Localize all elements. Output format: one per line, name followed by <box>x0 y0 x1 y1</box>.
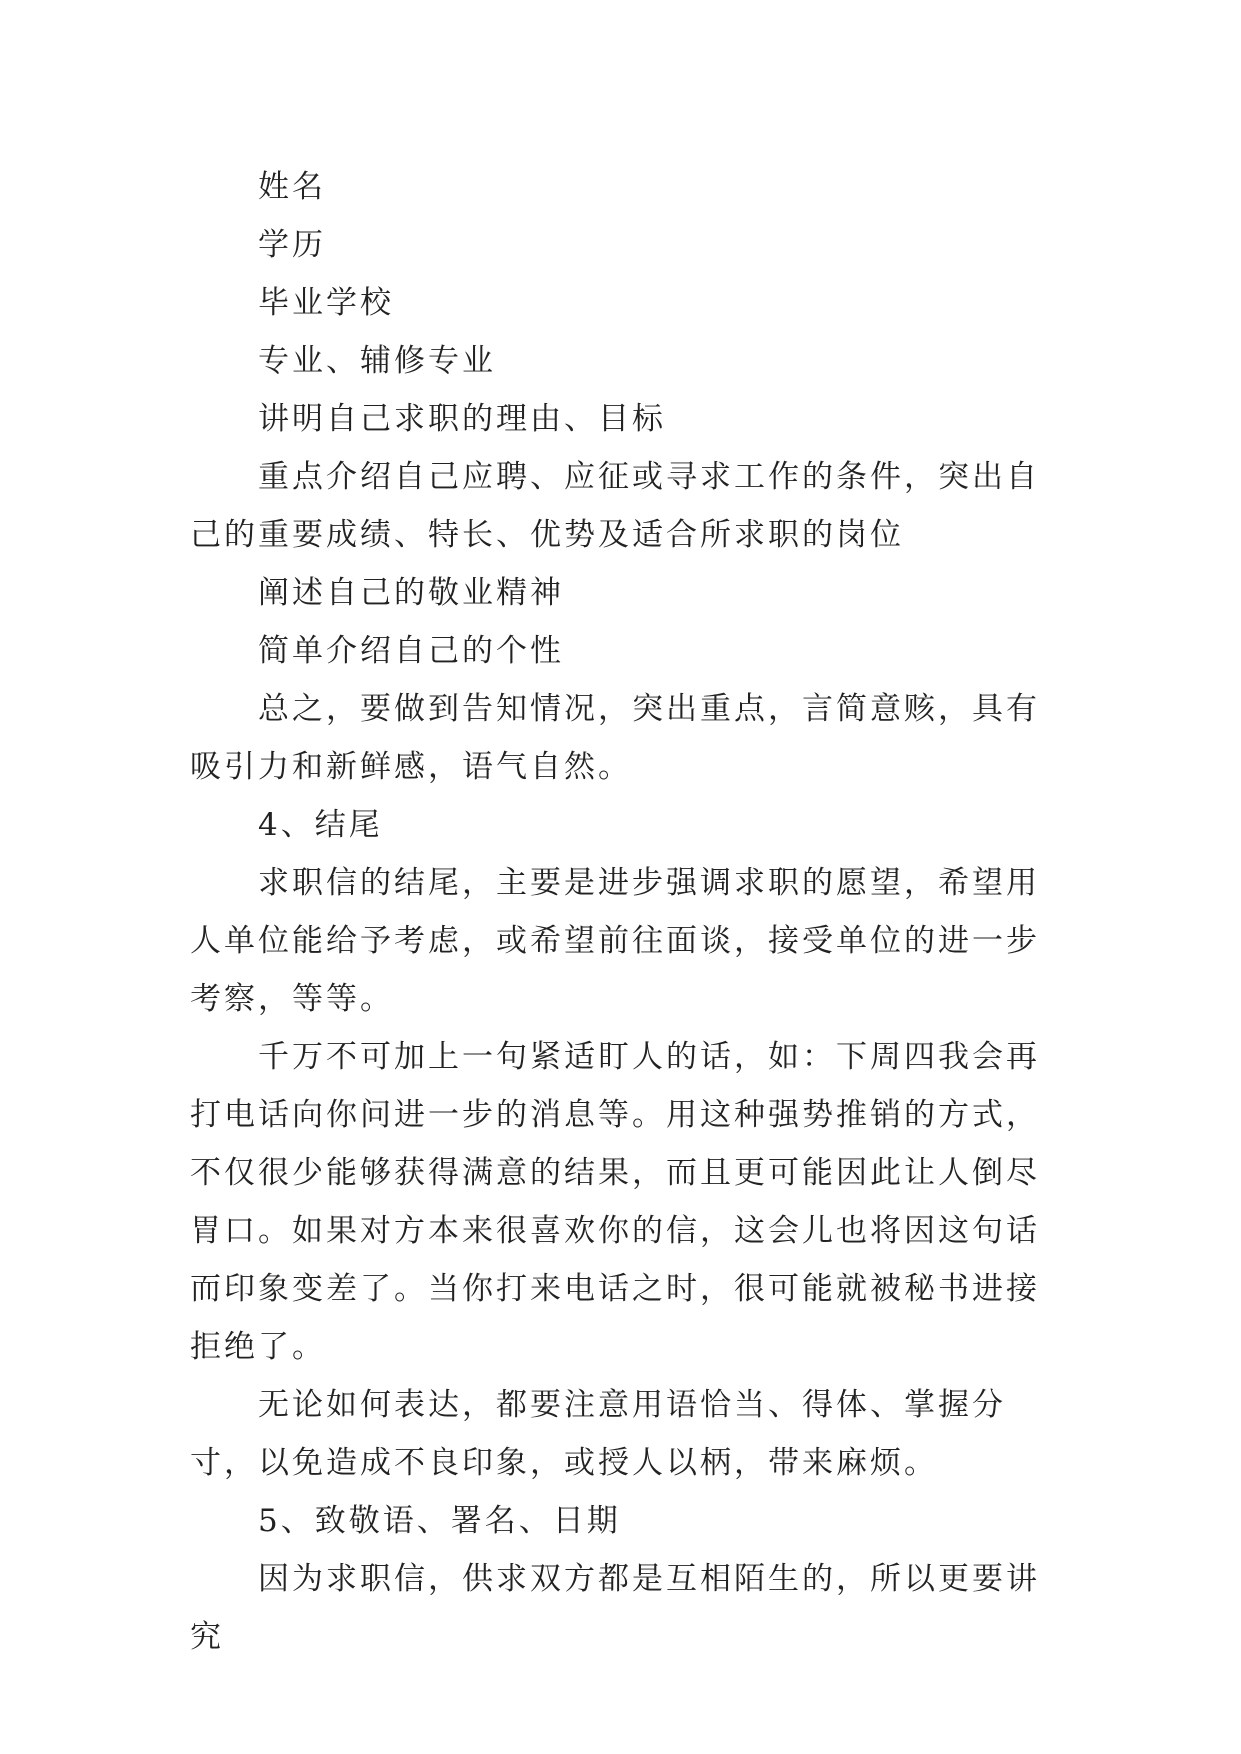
paragraph-expression: 无论如何表达，都要注意用语恰当、得体、掌握分寸，以免造成不良印象，或授人以柄，带来麻烦。 <box>190 1387 1006 1481</box>
paragraph-school: 毕业学校 <box>258 285 394 321</box>
paragraph-personality: 简单介绍自己的个性 <box>258 633 564 669</box>
paragraph-qualifications: 重点介绍自己应聘、应征或寻求工作的条件，突出自己的重要成绩、特长、优势及适合所求职的岗位 <box>190 459 1040 553</box>
paragraph-name: 姓名 <box>258 169 326 205</box>
paragraph-major: 专业、辅修专业 <box>258 343 496 379</box>
paragraph-reason: 讲明自己求职的理由、目标 <box>258 401 666 437</box>
paragraph-summary: 总之，要做到告知情况，突出重点，言简意赅，具有吸引力和新鲜感，语气自然。 <box>190 691 1040 785</box>
document-body <box>190 158 1058 1666</box>
paragraph-ending: 求职信的结尾，主要是进步强调求职的愿望，希望用人单位能给予考虑，或希望前往面谈，接受单位的进一步考察，等等。 <box>190 865 1040 1017</box>
section-heading-ending: 4、结尾 <box>258 807 383 843</box>
paragraph-dedication: 阐述自己的敬业精神 <box>258 575 564 611</box>
paragraph-warning: 千万不可加上一句紧适盯人的话，如：下周四我会再打电话向你问进一步的消息等。用这种强势推销的方式，不仅很少能够获得满意的结果，而且更可能因此让人倒尽胃口。如果对方本来很喜欢你的信，这会儿也将因这句话而印象变差了。当你打来电话之时，很可能就被秘书进接拒绝了。 <box>190 1039 1040 1365</box>
paragraph-education: 学历 <box>258 227 326 263</box>
section-heading-closing: 5、致敬语、署名、日期 <box>258 1503 621 1539</box>
paragraph-closing: 因为求职信，供求双方都是互相陌生的，所以更要讲究 <box>190 1561 1040 1655</box>
